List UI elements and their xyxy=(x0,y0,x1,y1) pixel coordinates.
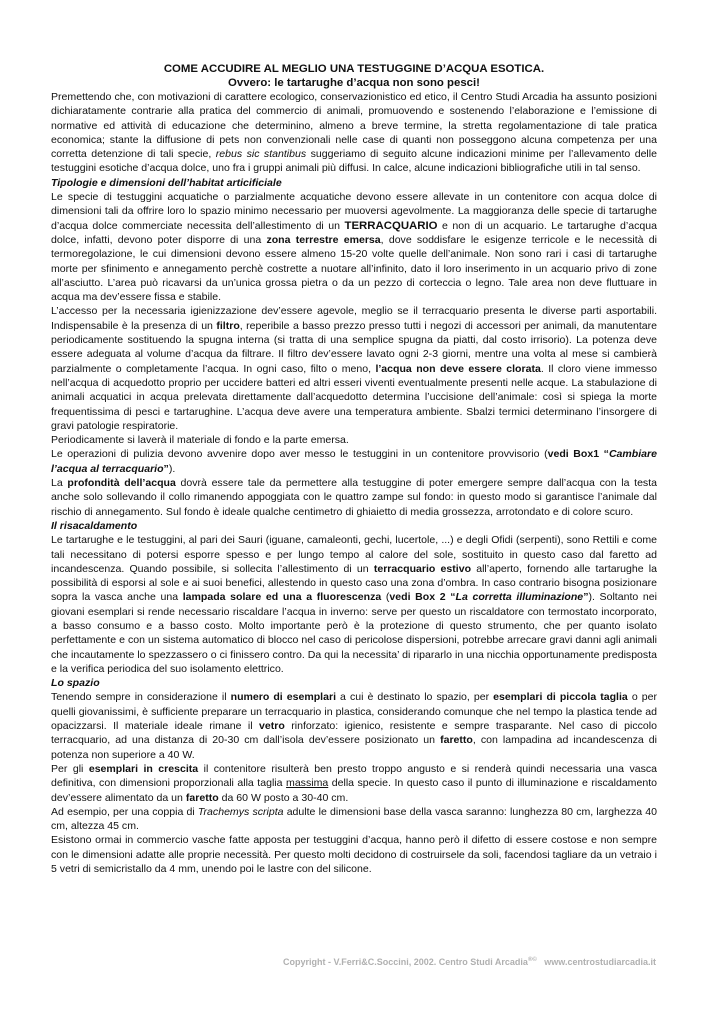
habitat-heading: Tipologie e dimensioni dell’habitat articificiale xyxy=(51,176,282,189)
habitat-paragraph-5: La profondità dell’acqua dovrà essere tale da permettere alla testuggine di poter emergere sempre dall’acqua con la testa anche solo sollevando il collo rimanendo appoggiata con le quattro zampe sul fondo: in questo modo si garantisce l’animale dal rischio di annegamento. Sul fondo è ideale qualche centimetro di ghiaietto di media grossezza, arrotondato e di colore scuro. xyxy=(51,477,657,518)
space-paragraph-3: Ad esempio, per una coppia di Trachemys scripta adulte le dimensioni base della vasca saranno: lunghezza 80 cm, larghezza 40 cm, altezza 45 cm. xyxy=(51,805,658,833)
habitat-paragraph-4: Le operazioni di pulizia devono avvenire dopo aver messo le testuggini in un contenitore provvisorio (vedi Box1 “Cambiare l’acqua al terracquario”). xyxy=(51,448,658,475)
heating-paragraph: Le tartarughe e le testuggini, al pari dei Sauri (iguane, camaleonti, gechi, lucertole, ...) e degli Ofidi (serpenti), sono Rettili e come tali necessitano di potersi esporre spesso e per lungo tempo al calore del sole, sostituito in questo caso dal faretto ad incandescenza. Quando possibile, si sollecita l’allestimento di un terracquario estivo all’aperto, fornendo alle tartarughe la possibilità di esporsi al sole e ai suoi benefici, allestendo in questo caso una zona d’ombra. In caso contrario bisogna posizionare sopra la vasca anche una lampada solare ed una a fluorescenza (vedi Box 2 “La corretta illuminazione”). Soltanto nei giovani esemplari si rende necessario riscaldare l’acqua in inverno: serve per questo un riscaldatore con termostato incorporato, a basso consumo e a basso costo. Molto importante però è la protezione di questo strumento, che per quanto isolato perfettamente e con un sistema automatico di blocco nel caso di pericolose dispersioni, potrebbe arrecare gravi danni agli animali che incautamente lo spezzassero o ci finissero contro. Da qui la necessita’ di ripararlo in una nicchia opportunamente predisposta e la verifica periodica del suo isolamento elettrico. xyxy=(51,534,657,675)
title-line-2: Ovvero: le tartarughe d’acqua non sono pesci! xyxy=(228,77,480,89)
document-title xyxy=(51,62,657,90)
footer-website: www.centrostudiarcadia.it xyxy=(544,957,656,967)
space-paragraph-4: Esistono ormai in commercio vasche fatte apposta per testuggini d’acqua, hanno però il difetto di essere costose e non sempre con le dimensioni adatte alle proprie necessità. Per questo molti decidono di costruirsele da soli, facendosi tagliare da un vetraio i 5 vetri di semicristallo da 4 mm, unendo poi le lastre con del silicone. xyxy=(51,834,657,876)
heating-heading: Il risacaldamento xyxy=(51,519,138,532)
habitat-paragraph-2: L’accesso per la necessaria igienizzazione dev’essere agevole, meglio se il terracquario presenta le diverse parti asportabili. Indispensabile è la presenza di un filtro, reperibile a basso prezzo presso tutti i negozi di accessori per animali, da manutentare periodicamente sostituendo la spugna interna (si tratta di una semplice spugna da piatti, dal costo irrisorio). La potenza deve essere adeguata al volume d’acqua da filtrare. Il filtro dev’essere lavato ogni 2-3 giorni, mentre una volta al mese si cambierà parzialmente o completamente l’acqua. In ogni caso, filto o meno, l’acqua non deve essere clorata. Il cloro viene immesso nell’acqua di acquedotto proprio per uccidere batteri ed altri esseri viventi eventualmente presenti nelle acque. La stabulazione di animali acquatici in acqua prelevata direttamente dall’acquedotto determina l’uccisione dell’animale: così si spiega la morte frequentissima di pesci e tartarughine. L’acqua deve avere una temperatura ambiente. Sbalzi termici determinano l’insorgere di gravi patologie respiratorie. xyxy=(51,305,658,432)
space-heading: Lo spazio xyxy=(51,677,100,690)
space-paragraph-2: Per gli esemplari in crescita il contenitore risulterà ben presto troppo angusto e si renderà quindi necessaria una vasca definitiva, con dimensioni proporzionali alla taglia massima della specie. In questo caso il punto di illuminazione e riscaldamento dev’essere alimentato da un faretto da 60 W posto a 30-40 cm. xyxy=(51,762,658,804)
habitat-paragraph-3: Periodicamente si laverà il materiale di fondo e la parte emersa. xyxy=(51,434,349,447)
space-paragraph-1: Tenendo sempre in considerazione il numero di esemplari a cui è destinato lo spazio, per esemplari di piccola taglia o per quelli giovanissimi, è sufficiente preparare un terracquario in plastica, considerando comunque che nel tempo la plastica tende ad opacizzarsi. Il materiale ideale rimane il vetro rinforzato: igienico, resistente e sempre trasparante. Nel caso di piccolo terracquario, ad una distanza di 20-30 cm dall’isola dev’essere posizionato un faretto, con lampadina ad incandescenza di potenza non superiore a 40 W. xyxy=(51,691,657,761)
document-page xyxy=(51,62,657,876)
intro-paragraph: Premettendo che, con motivazioni di carattere ecologico, conservazionistico ed etico, il Centro Studi Arcadia ha assunto posizioni dichiaratamente contrarie alla pratica del commercio di animali, promuovendo e sostenendo l’elaborazione e l’emissione di normative ed attività di educazione che determinino, almeno a breve termine, la stretta regolamentazione di tale pratica economica; stante la diffusione di pets non convenzionali nelle case di quanti non posseggono alcuna competenza per una corretta detenzione di tali specie, rebus sic stantibus suggeriamo di seguito alcune indicazioni minime per l’allevamento delle testuggini esotiche d’acqua dolce, uno fra i gruppi animali più diffusi. In calce, alcune indicazioni bibliografiche utili in tal senso. xyxy=(51,91,657,175)
habitat-paragraph-1: Le specie di testuggini acquatiche o parzialmente acquatiche devono essere allevate in un contenitore con acqua dolce di dimensioni tali da offrire loro lo spazio minimo necessario per muoversi agevolmente. La maggioranza delle specie di tartarughe d’acqua dolce commerciate necessita dell’allestimento di un TERRACQUARIO e non di un acquario. Le tartarughe d’acqua dolce, infatti, devono poter disporre di una zona terrestre emersa, dove soddisfare le esigenze terricole e le necessità di termoregolazione, le cui dimensioni devono essere almeno 15-20 volte quelle dell’animale. Non sono rari i casi di tartarughe morte per sfinimento e annegamento perchè costrette a nuotare all’infinito, dato il loro inserimento in un acquario privo di zone all’asciutto. L’area può ricavarsi da un’unica grossa pietra o da un pezzo di corteccia o legno. Tale area non deve fluttuare in acqua ma dev’essere fissa e stabile. xyxy=(51,191,657,304)
footer-copyright: Copyright - V.Ferri&C.Soccini, 2002. Centro Studi Arcadia®© www.centrostudiarcadia.it xyxy=(283,957,656,967)
title-line-1: COME ACCUDIRE AL MEGLIO UNA TESTUGGINE D’ACQUA ESOTICA. xyxy=(163,63,545,75)
